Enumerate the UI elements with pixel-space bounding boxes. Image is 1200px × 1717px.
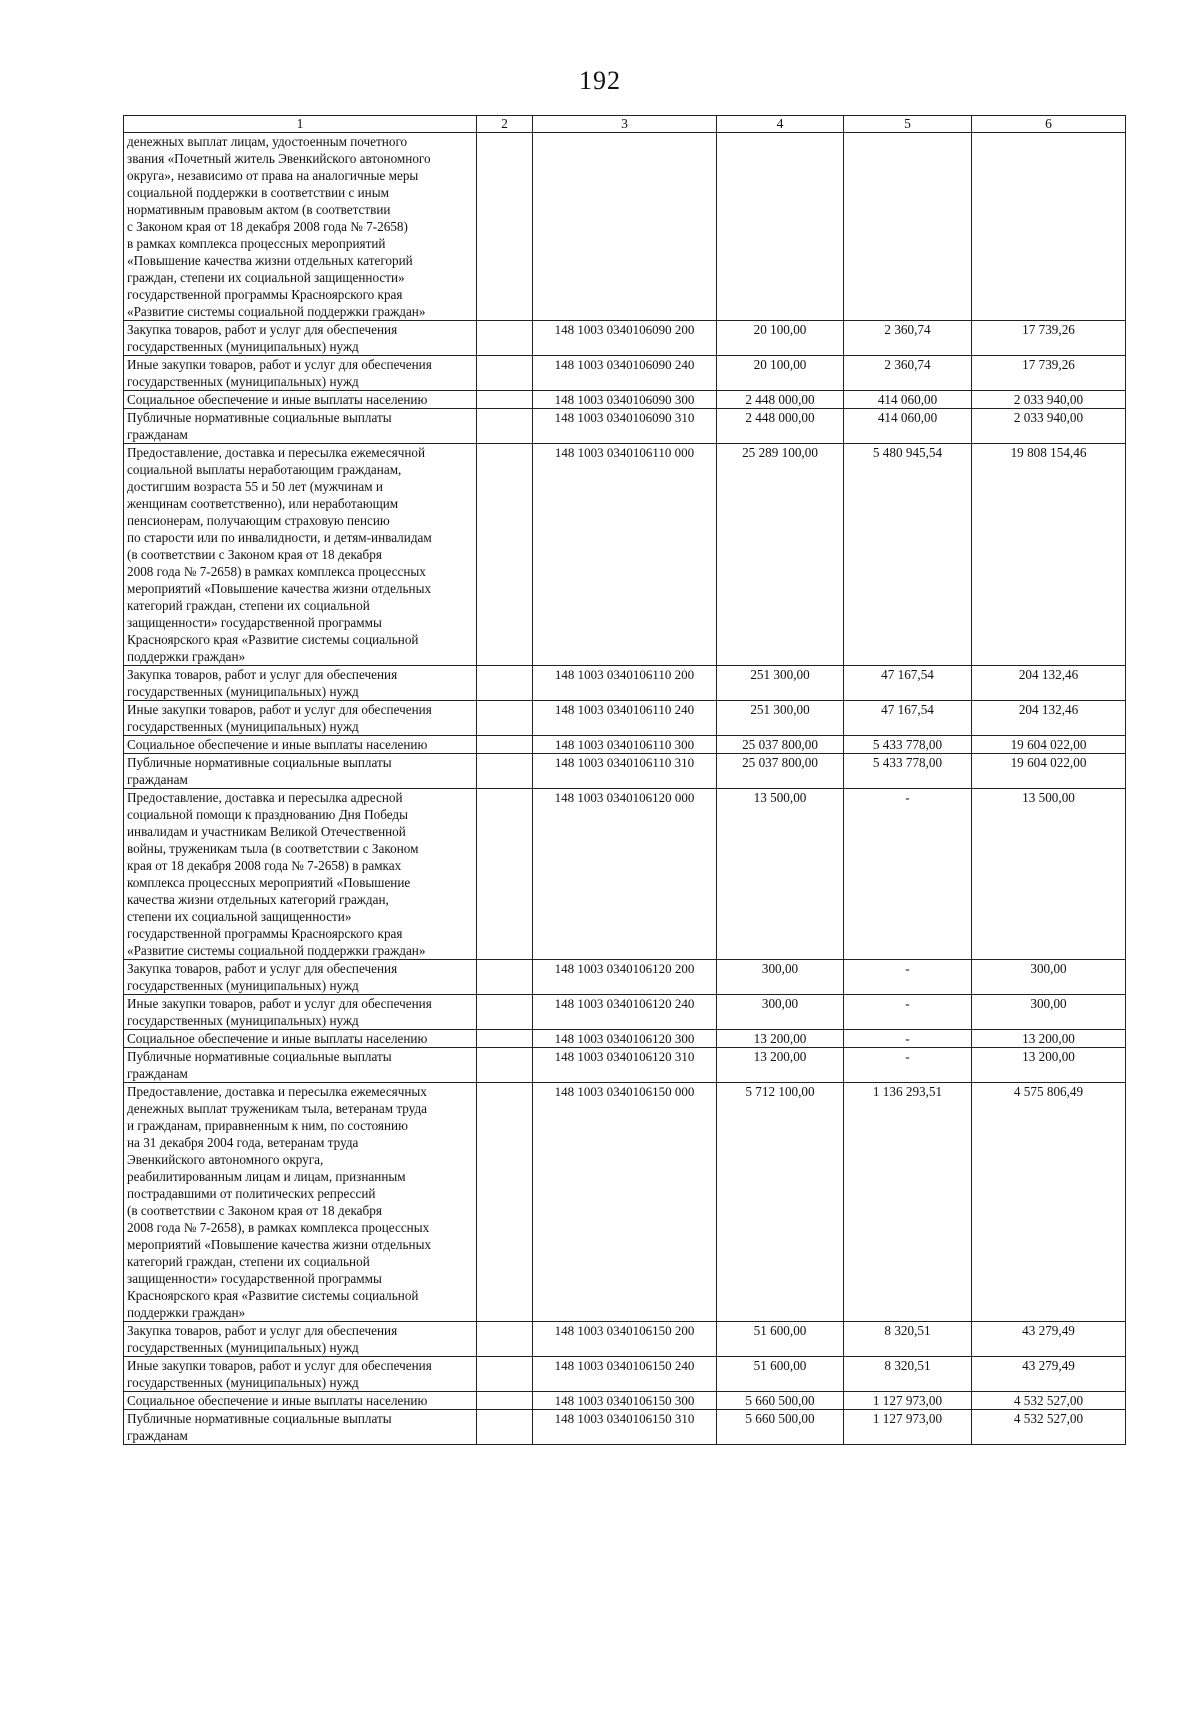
row-approved-amount: 25 037 800,00: [717, 754, 844, 789]
row-executed-amount: 47 167,54: [844, 666, 972, 701]
row-executed-amount: 8 320,51: [844, 1357, 972, 1392]
row-budget-code: 148 1003 0340106090 240: [533, 356, 717, 391]
row-approved-amount: 25 289 100,00: [717, 444, 844, 666]
row-column-2: [477, 960, 533, 995]
row-budget-code: 148 1003 0340106120 300: [533, 1030, 717, 1048]
table-body: [124, 133, 1126, 1445]
row-executed-amount: 47 167,54: [844, 701, 972, 736]
row-remaining-amount: [972, 133, 1126, 321]
row-approved-amount: 300,00: [717, 960, 844, 995]
row-description: Закупка товаров, работ и услуг для обеспечения государственных (муниципальных) нужд: [124, 1322, 477, 1357]
row-executed-amount: [844, 133, 972, 321]
row-column-2: [477, 789, 533, 960]
row-budget-code: 148 1003 0340106150 240: [533, 1357, 717, 1392]
row-column-2: [477, 1410, 533, 1445]
row-description: Иные закупки товаров, работ и услуг для обеспечения государственных (муниципальных) нужд: [124, 701, 477, 736]
row-description: Социальное обеспечение и иные выплаты населению: [124, 1392, 477, 1410]
row-approved-amount: [717, 133, 844, 321]
row-column-2: [477, 1322, 533, 1357]
row-approved-amount: 13 500,00: [717, 789, 844, 960]
row-column-2: [477, 1030, 533, 1048]
table-row: [124, 356, 1126, 391]
row-description: Иные закупки товаров, работ и услуг для обеспечения государственных (муниципальных) нужд: [124, 356, 477, 391]
row-column-2: [477, 1392, 533, 1410]
row-column-2: [477, 391, 533, 409]
row-remaining-amount: 17 739,26: [972, 356, 1126, 391]
row-description: Социальное обеспечение и иные выплаты населению: [124, 1030, 477, 1048]
row-executed-amount: -: [844, 960, 972, 995]
table-row: [124, 736, 1126, 754]
row-approved-amount: 20 100,00: [717, 321, 844, 356]
row-description: Предоставление, доставка и пересылка ежемесячных денежных выплат труженикам тыла, ветеранам труда и гражданам, приравненным к ним, по состоянию на 31 декабря 2004 года, ветеранам труда Эвенкийского автономного округа, реабилитированным лицам и лицам, признанным пострадавшими от политических репрессий (в соответствии с Законом края от 18 декабря 2008 года № 7-2658), в рамках комплекса процессных мероприятий «Повышение качества жизни отдельных категорий граждан, степени их социальной защищенности» государственной программы Красноярского края «Развитие системы социальной поддержки граждан»: [124, 1083, 477, 1322]
table-row: [124, 701, 1126, 736]
row-approved-amount: 25 037 800,00: [717, 736, 844, 754]
table-row: [124, 960, 1126, 995]
row-remaining-amount: 4 532 527,00: [972, 1392, 1126, 1410]
row-description: денежных выплат лицам, удостоенным почетного звания «Почетный житель Эвенкийского автономного округа», независимо от права на аналогичные меры социальной поддержки в соответствии с иным нормативным правовым актом (в соответствии с Законом края от 18 декабря 2008 года № 7-2658) в рамках комплекса процессных мероприятий «Повышение качества жизни отдельных категорий граждан, степени их социальной защищенности» государственной программы Красноярского края «Развитие системы социальной поддержки граждан»: [124, 133, 477, 321]
row-approved-amount: 13 200,00: [717, 1048, 844, 1083]
row-budget-code: 148 1003 0340106110 300: [533, 736, 717, 754]
row-column-2: [477, 1048, 533, 1083]
row-executed-amount: 8 320,51: [844, 1322, 972, 1357]
table-row: [124, 789, 1126, 960]
row-budget-code: 148 1003 0340106120 000: [533, 789, 717, 960]
row-budget-code: 148 1003 0340106150 000: [533, 1083, 717, 1322]
table-row: [124, 1030, 1126, 1048]
row-description: Публичные нормативные социальные выплаты гражданам: [124, 1410, 477, 1445]
row-approved-amount: 251 300,00: [717, 666, 844, 701]
table-row: [124, 1322, 1126, 1357]
row-remaining-amount: 13 200,00: [972, 1030, 1126, 1048]
row-column-2: [477, 736, 533, 754]
row-executed-amount: 1 136 293,51: [844, 1083, 972, 1322]
row-budget-code: 148 1003 0340106150 310: [533, 1410, 717, 1445]
table-row: [124, 444, 1126, 666]
table-row: [124, 1083, 1126, 1322]
row-description: Социальное обеспечение и иные выплаты населению: [124, 736, 477, 754]
row-description: Иные закупки товаров, работ и услуг для обеспечения государственных (муниципальных) нужд: [124, 995, 477, 1030]
row-executed-amount: 2 360,74: [844, 321, 972, 356]
row-description: Предоставление, доставка и пересылка ежемесячной социальной выплаты неработающим гражданам, достигшим возраста 55 и 50 лет (мужчинам и женщинам соответственно), или неработающим пенсионерам, получающим страховую пенсию по старости или по инвалидности, и детям-инвалидам (в соответствии с Законом края от 18 декабря 2008 года № 7-2658) в рамках комплекса процессных мероприятий «Повышение качества жизни отдельных категорий граждан, степени их социальной защищенности» государственной программы Красноярского края «Развитие системы социальной поддержки граждан»: [124, 444, 477, 666]
row-executed-amount: -: [844, 995, 972, 1030]
row-executed-amount: 5 480 945,54: [844, 444, 972, 666]
row-executed-amount: 5 433 778,00: [844, 736, 972, 754]
row-approved-amount: 2 448 000,00: [717, 391, 844, 409]
row-budget-code: [533, 133, 717, 321]
page-number: 192: [579, 66, 621, 95]
row-column-2: [477, 701, 533, 736]
row-executed-amount: 414 060,00: [844, 391, 972, 409]
row-remaining-amount: 17 739,26: [972, 321, 1126, 356]
row-description: Закупка товаров, работ и услуг для обеспечения государственных (муниципальных) нужд: [124, 666, 477, 701]
row-column-2: [477, 321, 533, 356]
row-budget-code: 148 1003 0340106090 200: [533, 321, 717, 356]
row-budget-code: 148 1003 0340106110 200: [533, 666, 717, 701]
table-row: [124, 321, 1126, 356]
row-approved-amount: 251 300,00: [717, 701, 844, 736]
table-row: [124, 666, 1126, 701]
table-row: [124, 1410, 1126, 1445]
row-remaining-amount: 13 200,00: [972, 1048, 1126, 1083]
budget-table: [123, 115, 1126, 1445]
column-header-1: 1: [124, 116, 477, 133]
table-row: [124, 1048, 1126, 1083]
row-executed-amount: -: [844, 1030, 972, 1048]
column-header-3: 3: [533, 116, 717, 133]
row-column-2: [477, 133, 533, 321]
table-row: [124, 409, 1126, 444]
row-approved-amount: 13 200,00: [717, 1030, 844, 1048]
row-remaining-amount: 2 033 940,00: [972, 391, 1126, 409]
row-remaining-amount: 43 279,49: [972, 1357, 1126, 1392]
row-column-2: [477, 1083, 533, 1322]
column-header-4: 4: [717, 116, 844, 133]
row-approved-amount: 300,00: [717, 995, 844, 1030]
row-column-2: [477, 666, 533, 701]
row-description: Закупка товаров, работ и услуг для обеспечения государственных (муниципальных) нужд: [124, 321, 477, 356]
table-row: [124, 995, 1126, 1030]
table-row: [124, 1357, 1126, 1392]
row-executed-amount: 2 360,74: [844, 356, 972, 391]
row-budget-code: 148 1003 0340106110 240: [533, 701, 717, 736]
row-column-2: [477, 356, 533, 391]
row-budget-code: 148 1003 0340106150 300: [533, 1392, 717, 1410]
row-remaining-amount: 2 033 940,00: [972, 409, 1126, 444]
row-budget-code: 148 1003 0340106150 200: [533, 1322, 717, 1357]
row-remaining-amount: 19 604 022,00: [972, 754, 1126, 789]
row-budget-code: 148 1003 0340106120 200: [533, 960, 717, 995]
column-header-5: 5: [844, 116, 972, 133]
row-column-2: [477, 754, 533, 789]
row-budget-code: 148 1003 0340106110 310: [533, 754, 717, 789]
row-description: Публичные нормативные социальные выплаты гражданам: [124, 754, 477, 789]
row-executed-amount: 5 433 778,00: [844, 754, 972, 789]
row-remaining-amount: 4 575 806,49: [972, 1083, 1126, 1322]
row-budget-code: 148 1003 0340106110 000: [533, 444, 717, 666]
row-budget-code: 148 1003 0340106090 310: [533, 409, 717, 444]
row-executed-amount: -: [844, 789, 972, 960]
row-executed-amount: -: [844, 1048, 972, 1083]
row-budget-code: 148 1003 0340106090 300: [533, 391, 717, 409]
row-remaining-amount: 204 132,46: [972, 701, 1126, 736]
row-remaining-amount: 43 279,49: [972, 1322, 1126, 1357]
row-column-2: [477, 995, 533, 1030]
row-description: Социальное обеспечение и иные выплаты населению: [124, 391, 477, 409]
row-approved-amount: 2 448 000,00: [717, 409, 844, 444]
row-approved-amount: 5 660 500,00: [717, 1410, 844, 1445]
row-description: Предоставление, доставка и пересылка адресной социальной помощи к празднованию Дня Победы инвалидам и участникам Великой Отечественной войны, труженикам тыла (в соответствии с Законом края от 18 декабря 2008 года № 7-2658) в рамках комплекса процессных мероприятий «Повышение качества жизни отдельных категорий граждан, степени их социальной защищенности» государственной программы Красноярского края «Развитие системы социальной поддержки граждан»: [124, 789, 477, 960]
row-column-2: [477, 409, 533, 444]
row-remaining-amount: 19 604 022,00: [972, 736, 1126, 754]
row-executed-amount: 1 127 973,00: [844, 1410, 972, 1445]
row-description: Иные закупки товаров, работ и услуг для обеспечения государственных (муниципальных) нужд: [124, 1357, 477, 1392]
row-description: Публичные нормативные социальные выплаты гражданам: [124, 1048, 477, 1083]
row-column-2: [477, 444, 533, 666]
row-approved-amount: 5 660 500,00: [717, 1392, 844, 1410]
table-row: [124, 391, 1126, 409]
table-header: [124, 116, 1126, 133]
table-row: [124, 1392, 1126, 1410]
row-remaining-amount: 300,00: [972, 960, 1126, 995]
row-remaining-amount: 204 132,46: [972, 666, 1126, 701]
row-approved-amount: 51 600,00: [717, 1357, 844, 1392]
row-executed-amount: 414 060,00: [844, 409, 972, 444]
row-executed-amount: 1 127 973,00: [844, 1392, 972, 1410]
row-approved-amount: 51 600,00: [717, 1322, 844, 1357]
column-header-2: 2: [477, 116, 533, 133]
row-remaining-amount: 19 808 154,46: [972, 444, 1126, 666]
table-row: [124, 133, 1126, 321]
row-budget-code: 148 1003 0340106120 240: [533, 995, 717, 1030]
row-approved-amount: 5 712 100,00: [717, 1083, 844, 1322]
header-row: [124, 116, 1126, 133]
row-remaining-amount: 300,00: [972, 995, 1126, 1030]
row-remaining-amount: 4 532 527,00: [972, 1410, 1126, 1445]
row-remaining-amount: 13 500,00: [972, 789, 1126, 960]
row-description: Публичные нормативные социальные выплаты гражданам: [124, 409, 477, 444]
row-budget-code: 148 1003 0340106120 310: [533, 1048, 717, 1083]
table-row: [124, 754, 1126, 789]
row-approved-amount: 20 100,00: [717, 356, 844, 391]
row-column-2: [477, 1357, 533, 1392]
column-header-6: 6: [972, 116, 1126, 133]
row-description: Закупка товаров, работ и услуг для обеспечения государственных (муниципальных) нужд: [124, 960, 477, 995]
